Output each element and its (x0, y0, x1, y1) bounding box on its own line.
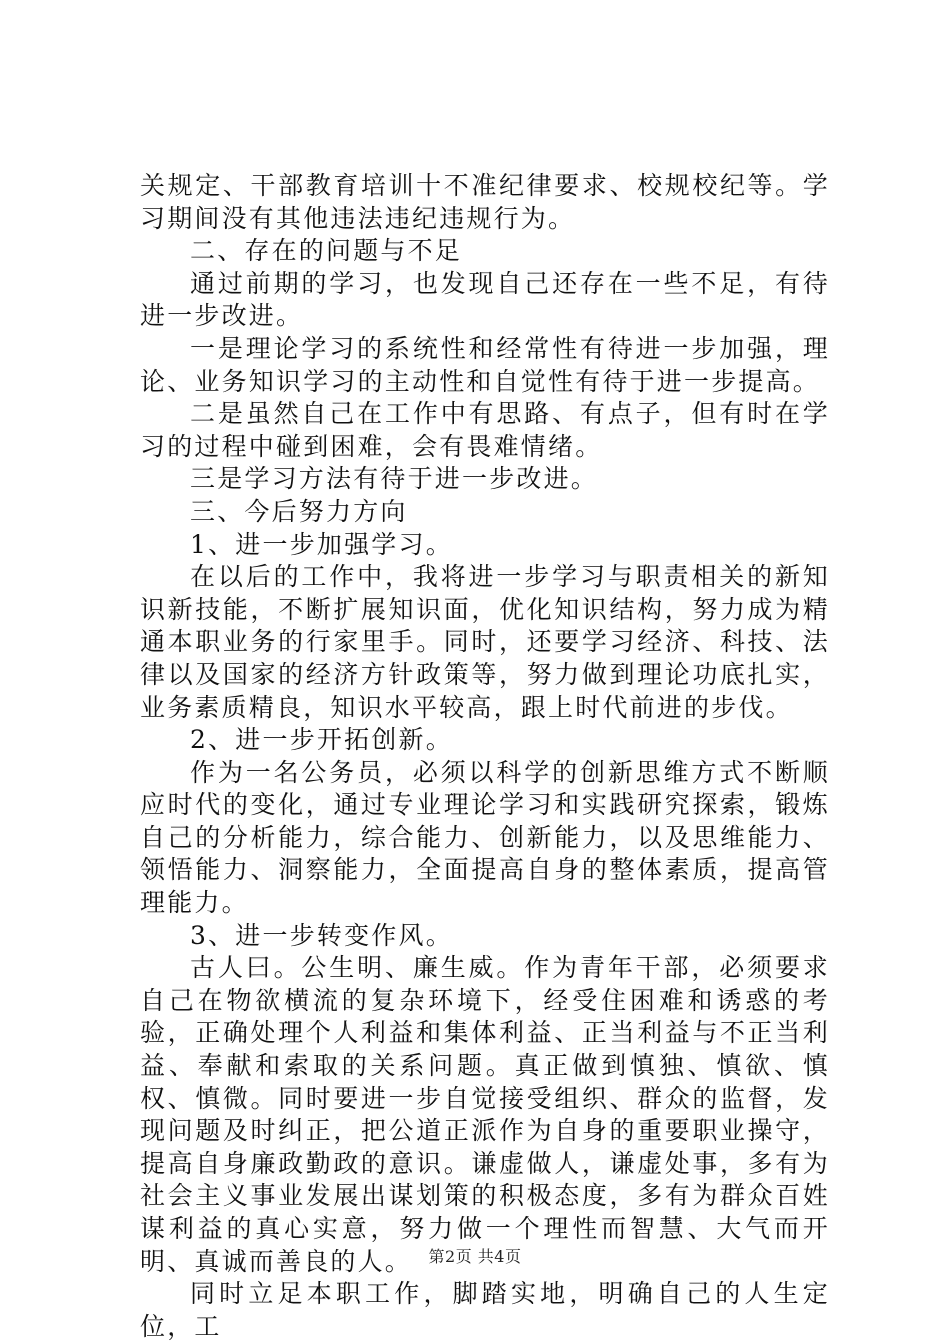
paragraph: 作为一名公务员，必须以科学的创新思维方式不断顺应时代的变化，通过专业理论学习和实践研究探索，锻炼自己的分析能力，综合能力、创新能力，以及思维能力、领悟能力、洞察能力，全面提高自身的整体素质，提高管理能力。 (140, 757, 830, 918)
subheading-study: 1、进一步加强学习。 (190, 529, 453, 559)
paragraph: 二是虽然自己在工作中有思路、有点子，但有时在学习的过程中碰到困难，会有畏难情绪。 (140, 399, 830, 461)
paragraph: 通过前期的学习，也发现自己还存在一些不足，有待进一步改进。 (140, 268, 830, 331)
subheading-innovation: 2、进一步开拓创新。 (190, 725, 453, 755)
paragraph: 同时立足本职工作，脚踏实地，明确自己的人生定位，工 (140, 1279, 830, 1341)
paragraph: 古人曰。公生明、廉生威。作为青年干部，必须要求自己在物欲横流的复杂环境下，经受住困难和诱惑的考验，正确处理个人利益和集体利益、正当利益与不正当利益、奉献和索取的关系问题。真正做到慎独、慎欲、慎权、慎微。同时要进一步自觉接受组织、群众的监督，发现问题及时纠正，把公道正派作为自身的重要职业操守，提高自身廉政勤政的意识。谦虚做人，谦虚处事，多有为社会主义事业发展出谋划策的积极态度，多有为群众百姓谋利益的真心实意，努力做一个理性而智慧、大气而开明、真诚而善良的人。 (140, 953, 830, 1276)
page-number-footer: 第2页 共4页 (428, 1247, 522, 1266)
section-heading-problems: 二、存在的问题与不足 (190, 236, 463, 266)
paragraph: 在以后的工作中，我将进一步学习与职责相关的新知识新技能，不断扩展知识面，优化知识结构，努力成为精通本职业务的行家里手。同时，还要学习经济、科技、法律以及国家的经济方针政策等，努力做到理论功底扎实，业务素质精良，知识水平较高，跟上时代前进的步伐。 (140, 562, 830, 722)
paragraph: 一是理论学习的系统性和经常性有待进一步加强，理论、业务知识学习的主动性和自觉性有待于进一步提高。 (140, 333, 830, 396)
section-heading-direction: 三、今后努力方向 (190, 496, 408, 526)
paragraph: 三是学习方法有待于进一步改进。 (190, 464, 599, 494)
document-body (140, 170, 830, 1343)
paragraph-continuation: 关规定、干部教育培训十不准纪律要求、校规校纪等。学习期间没有其他违法违纪违规行为。 (140, 171, 830, 233)
subheading-style: 3、进一步转变作风。 (190, 920, 453, 950)
